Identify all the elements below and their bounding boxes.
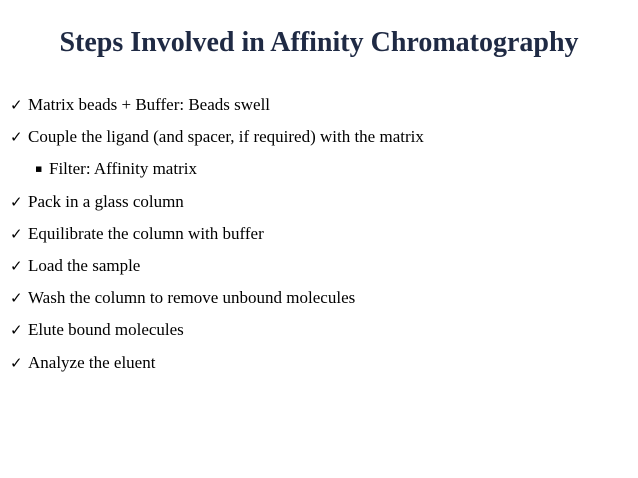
list-item [10, 282, 630, 314]
list-item-text: Load the sample [28, 256, 141, 276]
list-item [10, 153, 630, 185]
list-item-text: Matrix beads + Buffer: Beads swell [28, 95, 271, 115]
list-item-text: Pack in a glass column [28, 191, 184, 211]
steps-list [10, 89, 630, 379]
list-item-text: Filter: Affinity matrix [49, 159, 197, 179]
square-bullet-icon: ▪ [35, 162, 43, 176]
list-item-text: Couple the ligand (and spacer, if required) with the matrix [28, 127, 424, 147]
checkmark-icon: ✓ [10, 321, 23, 340]
checkmark-icon: ✓ [10, 224, 23, 243]
list-item [10, 218, 630, 250]
checkmark-icon: ✓ [10, 128, 23, 147]
checkmark-icon: ✓ [10, 289, 23, 308]
list-item-text: Wash the column to remove unbound molecules [28, 288, 356, 308]
list-item [10, 347, 630, 379]
list-item [10, 314, 630, 346]
checkmark-icon: ✓ [10, 96, 23, 115]
slide-title: Steps Involved in Affinity Chromatography [59, 27, 579, 58]
list-item [10, 250, 630, 282]
checkmark-icon: ✓ [10, 192, 23, 211]
list-item-text: Equilibrate the column with buffer [28, 223, 264, 243]
list-item-text: Analyze the eluent [28, 352, 156, 372]
checkmark-icon: ✓ [10, 353, 23, 372]
list-item [10, 186, 630, 218]
list-item-text: Elute bound molecules [28, 320, 184, 340]
checkmark-icon: ✓ [10, 257, 23, 276]
list-item [10, 89, 630, 121]
list-item [10, 121, 630, 153]
